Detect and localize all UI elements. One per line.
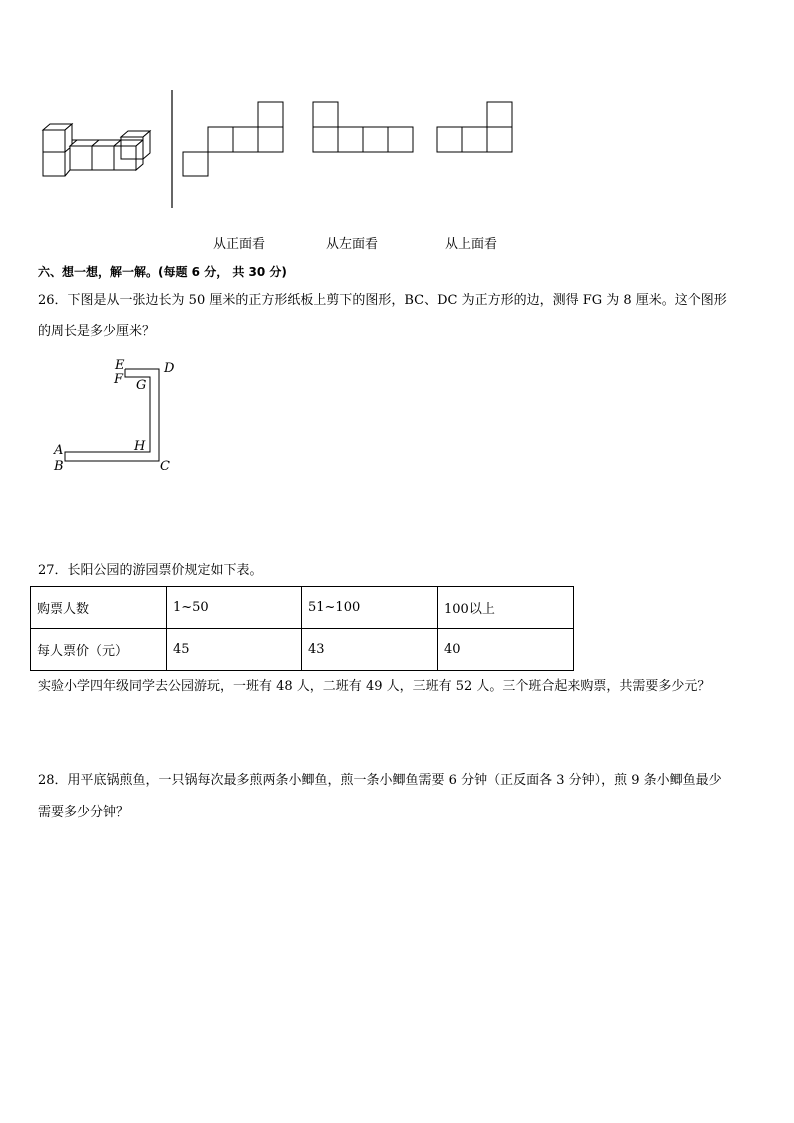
- table-cell: 100以上: [438, 587, 574, 629]
- front-view: [183, 102, 283, 176]
- table-cell: 45: [167, 629, 302, 671]
- question-27-intro: 27．长阳公园的游园票价规定如下表。: [38, 563, 263, 578]
- section-heading: 六、想一想，解一解。(每题 6 分， 共 30 分): [38, 265, 287, 279]
- cube-views-figure: [0, 80, 540, 220]
- question-26-line2: 的周长是多少厘米？: [38, 324, 156, 339]
- label-E: E: [115, 358, 125, 373]
- label-F: F: [114, 372, 124, 387]
- question-28-line1: 28．用平底锅煎鱼，一只锅每次最多煎两条小鲫鱼，煎一条小鲫鱼需要 6 分钟（正反面各 3 分钟），煎 9 条小鲫鱼最少: [38, 773, 722, 788]
- table-row: [31, 587, 574, 629]
- left-view-label: 从左面看: [326, 237, 379, 252]
- label-A: A: [54, 443, 64, 458]
- label-B: B: [54, 459, 64, 474]
- label-G: G: [136, 378, 147, 393]
- table-cell: 1~50: [167, 587, 302, 629]
- cube-stack-3d: [43, 124, 150, 176]
- table-cell: 51~100: [302, 587, 438, 629]
- ticket-price-table: [30, 586, 574, 671]
- table-cell: 40: [438, 629, 574, 671]
- left-view: [313, 102, 413, 152]
- label-H: H: [134, 439, 146, 454]
- label-D: D: [164, 361, 175, 376]
- table-cell: 43: [302, 629, 438, 671]
- top-view: [437, 102, 512, 152]
- top-view-label: 从上面看: [445, 237, 498, 252]
- question-27-text: 实验小学四年级同学去公园游玩，一班有 48 人，二班有 49 人，三班有 52 人。三个班合起来购票，共需要多少元？: [38, 679, 711, 694]
- question-26-line1: 26．下图是从一张边长为 50 厘米的正方形纸板上剪下的图形，BC、DC 为正方形的边，测得 FG 为 8 厘米。这个图形: [38, 293, 727, 308]
- question-28-line2: 需要多少分钟？: [38, 805, 130, 820]
- label-C: C: [160, 459, 170, 474]
- table-cell: 每人票价（元）: [31, 629, 167, 671]
- table-cell: 购票人数: [31, 587, 167, 629]
- table-row: [31, 629, 574, 671]
- front-view-label: 从正面看: [213, 237, 266, 252]
